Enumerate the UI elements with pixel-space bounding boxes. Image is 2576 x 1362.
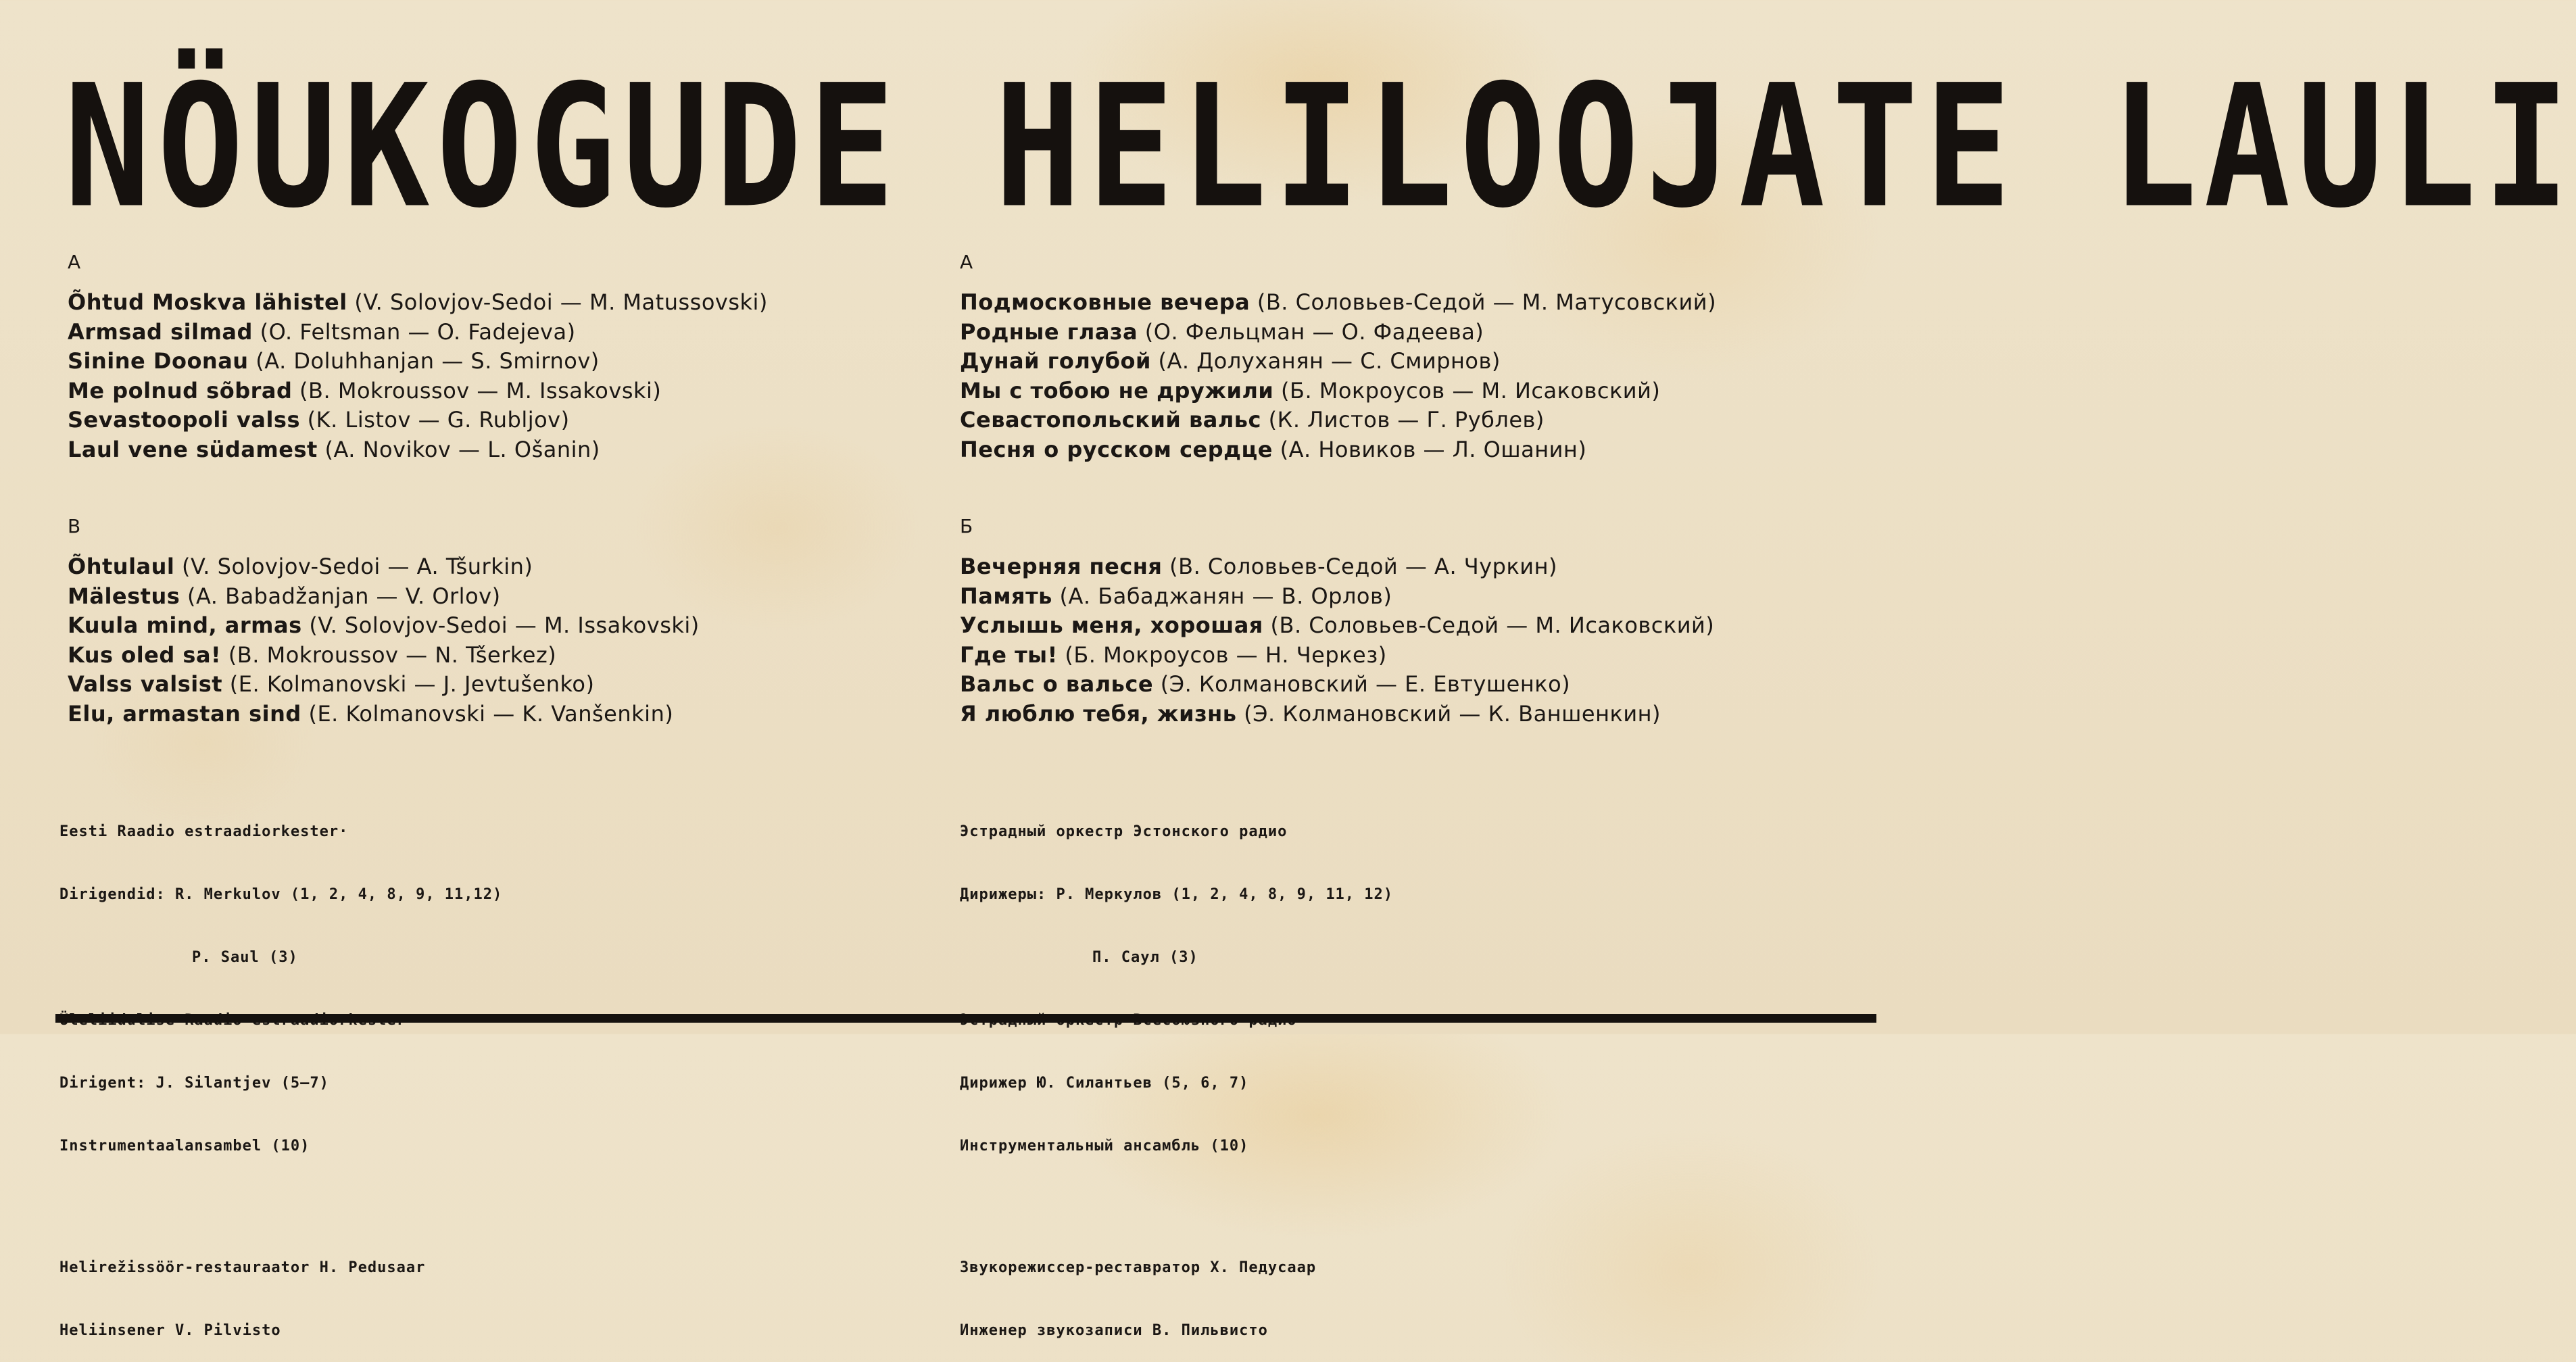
track-credit: (O. Feltsman — O. Fadejeva) <box>260 318 576 345</box>
track-title: Память <box>960 583 1052 609</box>
track-item <box>960 406 1866 435</box>
side-a-label: A <box>68 251 81 273</box>
track-credit: (V. Solovjov-Sedoi — M. Matussovski) <box>354 289 768 315</box>
track-title: Valss valsist <box>68 671 223 697</box>
track-credit: (A. Novikov — L. Ošanin) <box>324 436 600 462</box>
credit-line: П. Саул (3) <box>1092 949 1198 966</box>
track-item <box>68 611 933 641</box>
credit-line: Эстрадный оркестр Эстонского радио <box>960 823 1288 840</box>
track-credit: (Э. Колмановский — К. Ваншенкин) <box>1244 700 1661 727</box>
credit-line: Дирижеры: Р. Меркулов (1, 2, 4, 8, 9, 11, 12) <box>960 886 1394 903</box>
side-b-tracks <box>960 552 1866 729</box>
track-credit: (Э. Колмановский — Е. Евтушенко) <box>1160 671 1571 697</box>
credit-line: Helirežissöör-restauraator H. Pedusaar <box>59 1259 426 1276</box>
track-item <box>68 318 933 347</box>
track-item <box>960 376 1866 406</box>
russian-tracklist <box>960 249 1866 729</box>
track-item <box>960 670 1866 700</box>
album-title: NÖUKOGUDE HELILOOJATE LAULI <box>64 47 2576 245</box>
track-item <box>68 435 933 465</box>
track-title: Elu, armastan sind <box>68 700 301 727</box>
credit-line: Звукорежиссер-реставратор Х. Педусаар <box>960 1259 1317 1276</box>
track-credit: (K. Listov — G. Rubljov) <box>307 407 570 433</box>
track-item <box>68 700 933 729</box>
credit-line: Дирижер Ю. Силантьев (5, 6, 7) <box>960 1075 1249 1092</box>
side-a-label: А <box>960 251 973 273</box>
track-credit: (А. Долуханян — С. Смирнов) <box>1158 348 1501 374</box>
side-b-label: B <box>68 515 81 537</box>
track-credit: (V. Solovjov-Sedoi — M. Issakovski) <box>309 612 700 638</box>
track-title: Sinine Doonau <box>68 348 249 374</box>
track-credit: (В. Соловьев-Седой — М. Исаковский) <box>1270 612 1715 638</box>
track-credit: (В. Соловьев-Седой — А. Чуркин) <box>1169 554 1557 579</box>
track-title: Где ты! <box>960 641 1058 668</box>
track-title: Kus oled sa! <box>68 641 222 668</box>
track-item <box>960 641 1866 671</box>
credit-line: Инженер звукозаписи В. Пильвисто <box>960 1322 1268 1339</box>
track-credit: (B. Mokroussov — M. Issakovski) <box>299 377 662 404</box>
track-title: Мы с тобою не дружили <box>960 377 1274 404</box>
track-title: Дунай голубой <box>960 348 1151 374</box>
track-item <box>68 641 933 671</box>
credit-line: Instrumentaalansambel (10) <box>59 1138 310 1154</box>
side-b-tracks <box>68 552 933 729</box>
side-a-tracks <box>68 288 933 464</box>
track-title: Me polnud sõbrad <box>68 377 293 404</box>
estonian-credits <box>59 779 502 1362</box>
track-item <box>68 406 933 435</box>
track-title: Armsad silmad <box>68 318 253 345</box>
track-item <box>960 318 1866 347</box>
track-credit: (А. Новиков — Л. Ошанин) <box>1280 436 1587 462</box>
track-credit: (К. Листов — Г. Рублев) <box>1268 407 1545 433</box>
credit-spacer <box>960 1198 1393 1215</box>
track-credit: (B. Mokroussov — N. Tšerkez) <box>228 641 557 668</box>
track-item <box>68 582 933 612</box>
credit-line: Heliinsener V. Pilvisto <box>59 1322 281 1339</box>
track-credit: (E. Kolmanovski — K. Vanšenkin) <box>308 700 674 727</box>
track-item <box>960 611 1866 641</box>
credit-line: P. Saul (3) <box>192 949 298 966</box>
track-title: Laul vene südamest <box>68 436 318 462</box>
track-credit: (Б. Мокроусов — М. Исаковский) <box>1281 377 1661 404</box>
track-title: Mälestus <box>68 583 180 609</box>
track-item <box>68 670 933 700</box>
track-credit: (А. Бабаджанян — В. Орлов) <box>1059 583 1392 609</box>
track-title: Õhtud Moskva lähistel <box>68 289 347 315</box>
track-credit: (О. Фельцман — О. Фадеева) <box>1144 318 1484 345</box>
track-credit: (A. Babadžanjan — V. Orlov) <box>187 583 501 609</box>
credit-line: Eesti Raadio estraadiorkester· <box>59 823 349 840</box>
side-b-label: Б <box>960 515 973 537</box>
track-title: Родные глаза <box>960 318 1138 345</box>
track-item <box>68 552 933 582</box>
side-a-tracks <box>960 288 1866 464</box>
track-item <box>960 347 1866 376</box>
track-item <box>960 700 1866 729</box>
track-title: Kuula mind, armas <box>68 612 302 638</box>
track-title: Песня о русском сердце <box>960 436 1273 462</box>
credit-line: Dirigent: J. Silantjev (5—7) <box>59 1075 329 1092</box>
track-title: Sevastoopoli valss <box>68 407 300 433</box>
track-item <box>960 582 1866 612</box>
track-item <box>960 552 1866 582</box>
track-credit: (V. Solovjov-Sedoi — A. Tšurkin) <box>182 554 533 579</box>
track-item <box>68 347 933 376</box>
track-title: Я люблю тебя, жизнь <box>960 700 1237 727</box>
bottom-rule <box>55 1014 1876 1023</box>
track-title: Вальс о вальсе <box>960 671 1154 697</box>
track-credit: (A. Doluhhanjan — S. Smirnov) <box>256 348 600 374</box>
track-title: Севастопольский вальс <box>960 407 1261 433</box>
track-item <box>960 288 1866 318</box>
track-credit: (В. Соловьев-Седой — М. Матусовский) <box>1257 289 1717 315</box>
track-credit: (Б. Мокроусов — Н. Черкез) <box>1065 641 1387 668</box>
credit-line: Dirigendid: R. Merkulov (1, 2, 4, 8, 9, 11,12) <box>59 886 503 903</box>
russian-credits <box>960 779 1393 1362</box>
track-title: Õhtulaul <box>68 554 175 579</box>
estonian-tracklist <box>68 249 933 729</box>
track-item <box>960 435 1866 465</box>
credit-spacer <box>59 1198 502 1215</box>
track-title: Вечерняя песня <box>960 554 1163 579</box>
track-title: Услышь меня, хорошая <box>960 612 1263 638</box>
track-title: Подмосковные вечера <box>960 289 1250 315</box>
track-item <box>68 376 933 406</box>
track-item <box>68 288 933 318</box>
track-credit: (E. Kolmanovski — J. Jevtušenko) <box>229 671 595 697</box>
credit-line: Инструментальный ансамбль (10) <box>960 1138 1249 1154</box>
